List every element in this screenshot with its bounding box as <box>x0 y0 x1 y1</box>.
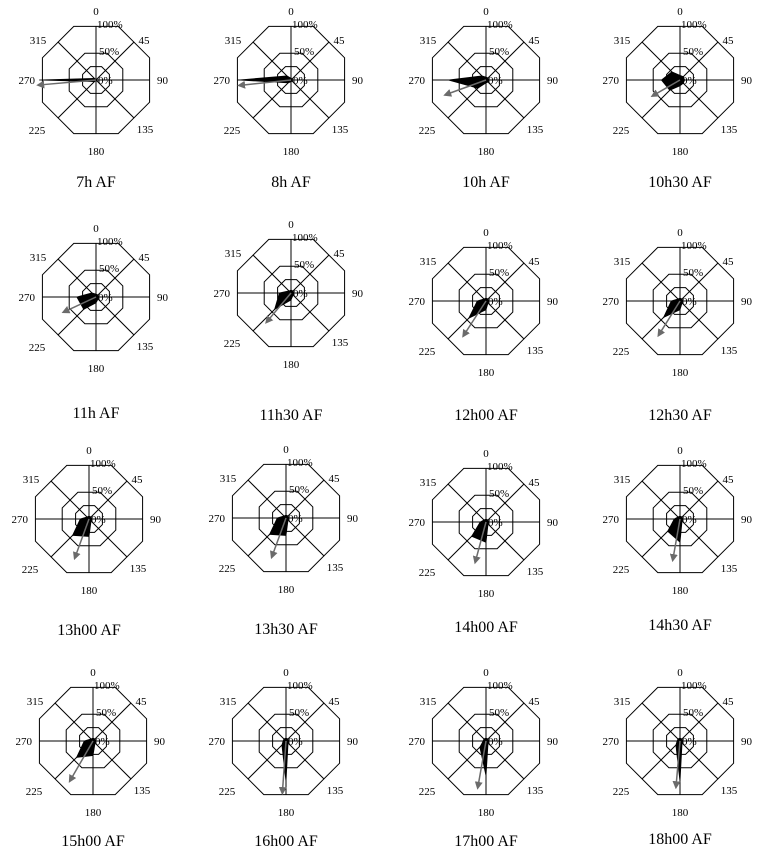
direction-label: 225 <box>28 342 46 354</box>
grid-spoke <box>58 42 96 80</box>
ring-label: 100% <box>90 458 116 470</box>
direction-label: 90 <box>547 75 558 87</box>
direction-label: 315 <box>613 696 631 708</box>
grid-spoke <box>642 741 680 779</box>
direction-label: 45 <box>528 256 540 268</box>
direction-label: 315 <box>613 35 631 47</box>
panels-container <box>12 6 753 849</box>
direction-label: 90 <box>150 514 161 526</box>
polar-panel <box>603 6 753 191</box>
direction-label: 270 <box>602 514 619 526</box>
direction-label: 135 <box>136 341 154 353</box>
ring-label: 0% <box>488 517 503 529</box>
panel-title: 12h30 AF <box>648 407 712 424</box>
direction-label: 270 <box>602 296 619 308</box>
polar-panel <box>214 6 364 191</box>
ring-label: 50% <box>489 707 510 719</box>
direction-label: 0 <box>283 444 289 456</box>
direction-label: 0 <box>283 667 289 679</box>
direction-label: 225 <box>218 563 236 575</box>
direction-label: 45 <box>131 474 143 486</box>
ring-label: 50% <box>489 488 510 500</box>
ring-label: 50% <box>683 267 704 279</box>
direction-label: 135 <box>526 124 544 136</box>
direction-label: 270 <box>602 736 619 748</box>
polar-panel <box>603 227 753 424</box>
panel-title: 13h00 AF <box>57 622 121 639</box>
direction-label: 225 <box>612 564 630 576</box>
direction-label: 225 <box>418 567 436 579</box>
direction-label: 45 <box>328 473 340 485</box>
direction-label: 225 <box>25 786 43 798</box>
direction-label: 135 <box>526 566 544 578</box>
direction-label: 270 <box>213 75 230 87</box>
ring-label: 50% <box>99 46 120 58</box>
direction-label: 90 <box>347 513 358 525</box>
direction-label: 270 <box>15 736 32 748</box>
direction-label: 270 <box>18 75 35 87</box>
direction-label: 45 <box>138 252 150 264</box>
direction-label: 315 <box>419 696 437 708</box>
direction-label: 225 <box>223 125 241 137</box>
frequency-polygon <box>239 76 293 83</box>
direction-label: 45 <box>138 35 150 47</box>
polar-panel <box>12 445 162 639</box>
polar-panel <box>209 444 359 638</box>
direction-label: 0 <box>86 445 92 457</box>
panel-title: 10h AF <box>462 174 510 191</box>
polar-panel <box>214 219 364 424</box>
ring-label: 50% <box>289 484 310 496</box>
panel-title: 17h00 AF <box>454 833 518 849</box>
ring-label: 50% <box>489 267 510 279</box>
polar-panel <box>409 227 559 424</box>
direction-label: 270 <box>11 514 28 526</box>
ring-label: 100% <box>97 19 123 31</box>
ring-label: 0% <box>293 75 308 87</box>
grid-spoke <box>448 484 486 522</box>
polar-panel <box>16 667 166 849</box>
direction-label: 180 <box>671 146 689 158</box>
grid-spoke <box>248 741 286 779</box>
ring-label: 0% <box>288 736 303 748</box>
ring-label: 50% <box>683 485 704 497</box>
direction-label: 315 <box>219 473 237 485</box>
direction-label: 90 <box>547 517 558 529</box>
direction-label: 180 <box>477 146 495 158</box>
panel-title: 14h30 AF <box>648 617 712 634</box>
direction-label: 90 <box>352 75 363 87</box>
direction-label: 180 <box>477 367 495 379</box>
ring-label: 0% <box>682 736 697 748</box>
direction-label: 315 <box>224 35 242 47</box>
ring-label: 0% <box>682 75 697 87</box>
panel-title: 11h30 AF <box>259 407 323 424</box>
ring-label: 100% <box>292 19 318 31</box>
direction-label: 0 <box>483 6 489 18</box>
ring-label: 0% <box>98 75 113 87</box>
ring-label: 100% <box>287 457 313 469</box>
direction-label: 45 <box>528 477 540 489</box>
direction-label: 225 <box>418 786 436 798</box>
direction-label: 0 <box>288 6 294 18</box>
ring-label: 50% <box>289 707 310 719</box>
ring-label: 0% <box>488 75 503 87</box>
grid-spoke <box>248 703 286 741</box>
direction-label: 180 <box>277 807 295 819</box>
direction-label: 90 <box>347 736 358 748</box>
direction-label: 270 <box>408 517 425 529</box>
direction-label: 45 <box>333 248 345 260</box>
polar-panel <box>409 448 559 636</box>
direction-label: 180 <box>671 585 689 597</box>
direction-label: 135 <box>720 124 738 136</box>
grid-spoke <box>642 263 680 301</box>
ring-label: 50% <box>489 46 510 58</box>
ring-label: 0% <box>95 736 110 748</box>
direction-label: 45 <box>722 256 734 268</box>
direction-label: 90 <box>157 75 168 87</box>
polar-panel <box>409 667 559 849</box>
ring-label: 100% <box>681 240 707 252</box>
ring-label: 50% <box>683 707 704 719</box>
panel-title: 12h00 AF <box>454 407 518 424</box>
direction-label: 315 <box>29 35 47 47</box>
grid-spoke <box>448 703 486 741</box>
direction-label: 135 <box>136 124 154 136</box>
direction-label: 135 <box>720 785 738 797</box>
ring-label: 50% <box>96 707 117 719</box>
panel-title: 15h00 AF <box>61 833 125 849</box>
direction-label: 0 <box>93 6 99 18</box>
ring-label: 0% <box>682 514 697 526</box>
ring-label: 100% <box>487 461 513 473</box>
direction-label: 270 <box>602 75 619 87</box>
polar-panel <box>19 6 169 191</box>
direction-label: 45 <box>528 696 540 708</box>
direction-label: 180 <box>84 807 102 819</box>
direction-label: 0 <box>90 667 96 679</box>
grid-spoke <box>51 481 89 519</box>
direction-label: 180 <box>477 807 495 819</box>
direction-label: 135 <box>526 785 544 797</box>
direction-label: 0 <box>677 667 683 679</box>
direction-label: 315 <box>22 474 40 486</box>
direction-label: 180 <box>282 359 300 371</box>
direction-label: 135 <box>526 345 544 357</box>
direction-label: 135 <box>331 337 349 349</box>
ring-label: 0% <box>293 288 308 300</box>
grid-spoke <box>55 703 93 741</box>
grid-spoke <box>448 263 486 301</box>
direction-label: 135 <box>331 124 349 136</box>
direction-label: 0 <box>483 448 489 460</box>
ring-label: 0% <box>488 296 503 308</box>
grid-spoke <box>642 481 680 519</box>
direction-label: 225 <box>418 346 436 358</box>
ring-label: 100% <box>681 680 707 692</box>
grid-spoke <box>58 80 96 118</box>
direction-label: 180 <box>80 585 98 597</box>
direction-label: 225 <box>418 125 436 137</box>
direction-label: 90 <box>154 736 165 748</box>
direction-label: 270 <box>208 513 225 525</box>
ring-label: 100% <box>487 19 513 31</box>
grid-spoke <box>253 42 291 80</box>
direction-label: 270 <box>213 288 230 300</box>
direction-label: 270 <box>18 292 35 304</box>
direction-label: 45 <box>328 696 340 708</box>
frequency-polygon <box>668 516 683 542</box>
direction-label: 135 <box>129 563 147 575</box>
panel-title: 7h AF <box>76 174 116 191</box>
direction-label: 45 <box>722 696 734 708</box>
grid-spoke <box>58 259 96 297</box>
grid-spoke <box>253 80 291 118</box>
direction-label: 0 <box>93 223 99 235</box>
ring-label: 100% <box>487 240 513 252</box>
ring-label: 100% <box>94 680 120 692</box>
grid-spoke <box>253 255 291 293</box>
ring-label: 100% <box>97 236 123 248</box>
direction-label: 0 <box>677 6 683 18</box>
direction-label: 135 <box>720 345 738 357</box>
direction-label: 270 <box>408 75 425 87</box>
direction-label: 315 <box>419 35 437 47</box>
direction-label: 45 <box>722 474 734 486</box>
direction-label: 0 <box>677 227 683 239</box>
panel-title: 11h AF <box>72 405 120 422</box>
direction-label: 225 <box>218 786 236 798</box>
ring-label: 0% <box>682 296 697 308</box>
direction-label: 315 <box>613 474 631 486</box>
direction-label: 180 <box>671 807 689 819</box>
direction-label: 45 <box>333 35 345 47</box>
direction-label: 45 <box>722 35 734 47</box>
direction-label: 225 <box>612 346 630 358</box>
direction-label: 225 <box>612 786 630 798</box>
ring-label: 0% <box>488 736 503 748</box>
direction-label: 135 <box>133 785 151 797</box>
direction-label: 90 <box>547 296 558 308</box>
ring-label: 50% <box>92 485 113 497</box>
ring-label: 100% <box>487 680 513 692</box>
ring-label: 0% <box>91 514 106 526</box>
panel-title: 18h00 AF <box>648 831 712 848</box>
direction-label: 180 <box>87 146 105 158</box>
direction-label: 135 <box>326 562 344 574</box>
direction-label: 45 <box>135 696 147 708</box>
direction-label: 180 <box>671 367 689 379</box>
panel-title: 10h30 AF <box>648 174 712 191</box>
direction-label: 225 <box>21 564 39 576</box>
direction-label: 0 <box>288 219 294 231</box>
direction-label: 180 <box>282 146 300 158</box>
polar-panel <box>409 6 559 191</box>
ring-label: 0% <box>98 292 113 304</box>
direction-label: 90 <box>741 514 752 526</box>
polar-panel <box>209 667 359 849</box>
grid-spoke <box>448 42 486 80</box>
ring-label: 0% <box>288 513 303 525</box>
direction-label: 0 <box>483 227 489 239</box>
direction-label: 270 <box>208 736 225 748</box>
direction-label: 90 <box>741 296 752 308</box>
panel-title: 8h AF <box>271 174 311 191</box>
panel-title: 13h30 AF <box>254 621 318 638</box>
ring-label: 100% <box>681 458 707 470</box>
direction-label: 135 <box>720 563 738 575</box>
ring-label: 50% <box>683 46 704 58</box>
direction-label: 0 <box>483 667 489 679</box>
direction-label: 135 <box>326 785 344 797</box>
direction-label: 315 <box>419 256 437 268</box>
direction-label: 90 <box>157 292 168 304</box>
direction-label: 225 <box>612 125 630 137</box>
ring-label: 50% <box>294 46 315 58</box>
polar-panel <box>603 667 753 848</box>
direction-label: 90 <box>352 288 363 300</box>
direction-label: 315 <box>224 248 242 260</box>
ring-label: 100% <box>287 680 313 692</box>
ring-label: 100% <box>681 19 707 31</box>
direction-label: 315 <box>26 696 44 708</box>
ring-label: 50% <box>99 263 120 275</box>
direction-label: 45 <box>528 35 540 47</box>
direction-label: 270 <box>408 296 425 308</box>
direction-label: 225 <box>223 338 241 350</box>
direction-label: 315 <box>613 256 631 268</box>
polar-panel <box>603 445 753 634</box>
grid-spoke <box>248 480 286 518</box>
direction-label: 315 <box>419 477 437 489</box>
direction-label: 90 <box>547 736 558 748</box>
panel-title: 16h00 AF <box>254 833 318 849</box>
direction-label: 90 <box>741 736 752 748</box>
direction-label: 315 <box>29 252 47 264</box>
ring-label: 50% <box>294 259 315 271</box>
direction-label: 180 <box>87 363 105 375</box>
panel-title: 14h00 AF <box>454 619 518 636</box>
direction-label: 180 <box>277 584 295 596</box>
direction-label: 225 <box>28 125 46 137</box>
direction-label: 0 <box>677 445 683 457</box>
ring-label: 100% <box>292 232 318 244</box>
polar-panel <box>19 223 169 422</box>
direction-label: 180 <box>477 588 495 600</box>
grid-spoke <box>642 703 680 741</box>
direction-label: 270 <box>408 736 425 748</box>
direction-label: 90 <box>741 75 752 87</box>
direction-label: 315 <box>219 696 237 708</box>
